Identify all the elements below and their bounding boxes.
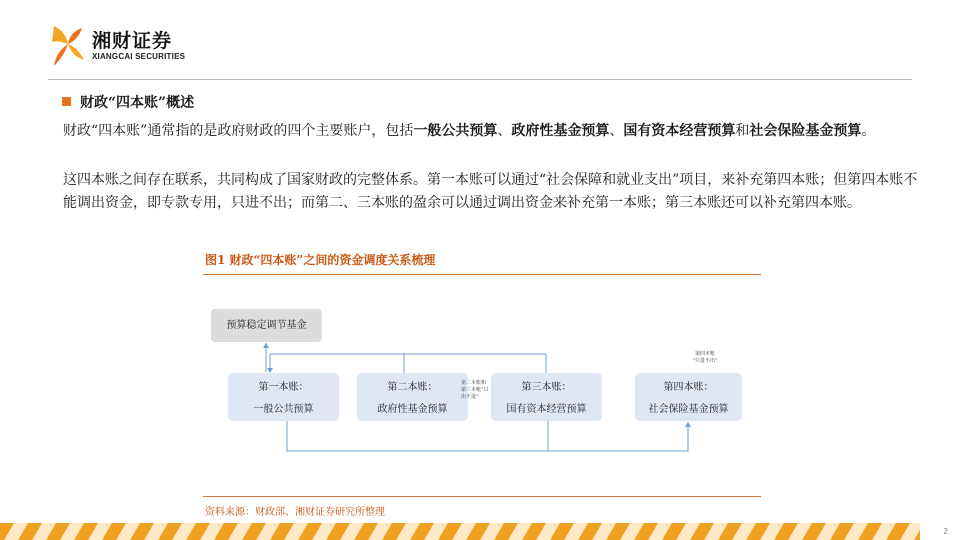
figure-title: 图1 财政“四本账”之间的资金调度关系梳理 <box>205 253 436 267</box>
p1-text-5: 。 <box>861 123 876 139</box>
logo-mark-icon <box>48 22 88 70</box>
section-heading-text: 财政“四本账”概述 <box>80 95 195 111</box>
footer-stripe-band <box>0 523 960 540</box>
p1-bold-capital-budget: 国有资本经营预算 <box>623 123 736 139</box>
logo-name-cn: 湘财证券 <box>92 30 173 52</box>
account2-box <box>357 373 468 421</box>
figure-top-rule <box>203 274 761 275</box>
note-account-4-line2: “只进不出” <box>692 358 718 364</box>
arrow-account1-to-account4 <box>287 421 688 451</box>
p1-text-3: 、 <box>609 123 624 139</box>
p1-text-4: 和 <box>735 123 750 139</box>
header-divider <box>48 79 912 80</box>
account4-name: 社会保险基金预算 <box>648 404 729 415</box>
account3-box <box>491 373 602 421</box>
account2-name: 政府性基金预算 <box>377 404 448 415</box>
account4-box <box>635 373 742 421</box>
note-account-4-line1: 第四本账 <box>694 351 715 357</box>
paragraph-intro <box>63 120 923 143</box>
paragraph-relations: 这四本账之间存在联系，共同构成了国家财政的完整体系。第一本账可以通过“社会保障和就业支出”项目，来补充第四本账；但第四本账不能调出资金，即专款专用，只进不出；而第二、三本账的盈余可以通过调出资金来补充第一本账；第三本账还可以补充第四本账。 <box>63 172 918 211</box>
account1-box <box>228 373 339 421</box>
figure-bottom-rule <box>203 496 761 497</box>
section-heading <box>62 92 194 112</box>
figure-source: 资料来源：财政部、湘财证券研究所整理 <box>205 507 385 518</box>
account3-name: 国有资本经营预算 <box>506 404 587 415</box>
note-accounts-2-3: 第二本账和第三本账“只出不进” <box>461 380 489 400</box>
account1-title: 第一本账： <box>258 382 309 393</box>
arrow-account2-to-account1 <box>270 354 404 373</box>
note-account-4 <box>675 351 735 365</box>
account1-name: 一般公共预算 <box>253 404 314 415</box>
p1-text-2: 、 <box>497 123 512 139</box>
page-number: 2 <box>943 527 948 536</box>
bullet-square-icon <box>62 97 71 106</box>
account3-title: 第三本账： <box>521 382 572 393</box>
company-logo <box>48 22 218 72</box>
arrowhead-up-account4 <box>685 422 691 427</box>
account4-title: 第四本账： <box>663 382 714 393</box>
logo-name-en: XIANGCAI SECURITIES <box>92 52 186 61</box>
arrowhead-up-fund <box>263 343 269 348</box>
stabilization-fund-label: 预算稳定调节基金 <box>226 320 307 331</box>
p1-bold-general-budget: 一般公共预算 <box>413 123 498 139</box>
arrow-account3-to-account1 <box>404 354 546 373</box>
p1-bold-fund-budget: 政府性基金预算 <box>511 123 610 139</box>
account2-title: 第二本账： <box>387 382 438 393</box>
p1-text-1: 财政“四本账”通常指的是政府财政的四个主要账户，包括 <box>63 123 414 139</box>
stabilization-fund-box <box>211 309 322 342</box>
p1-bold-insurance-budget: 社会保险基金预算 <box>749 123 862 139</box>
